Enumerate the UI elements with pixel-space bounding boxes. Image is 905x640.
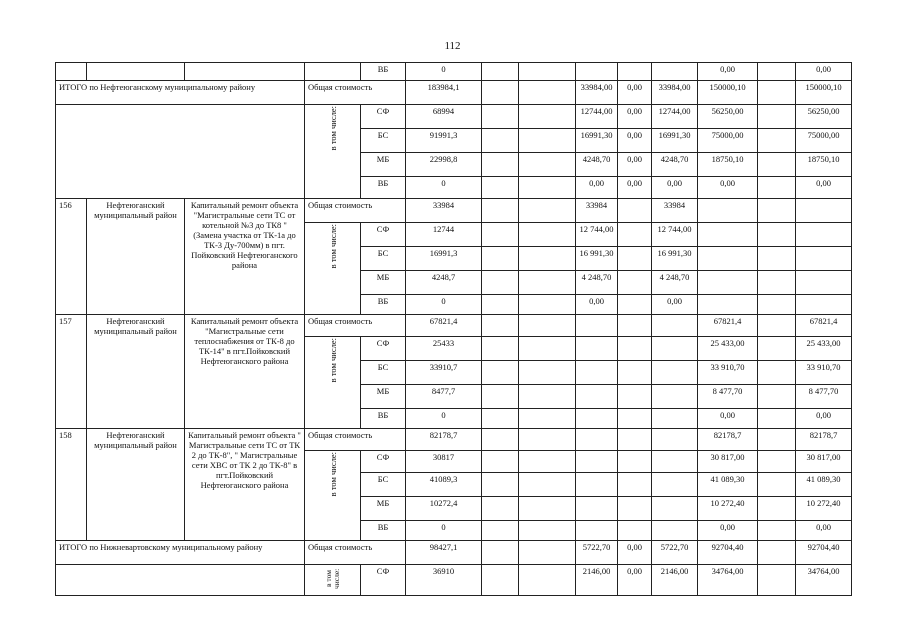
- table-row: ВБ 0 0,00 0,00: [56, 521, 852, 541]
- fund-label: ВБ: [361, 63, 406, 81]
- municipality-cell: Нефтеюганский муниципальный район: [87, 429, 185, 541]
- table-row: МБ 8477,7 8 477,70 8 477,70: [56, 385, 852, 409]
- subtotal-label: ИТОГО по Нефтеюганскому муниципальному району: [56, 81, 305, 105]
- table-row: МБ 10272,4 10 272,40 10 272,40: [56, 497, 852, 521]
- table-row: МБ 22998,8 4248,70 0,00 4248,70 18750,10 18750,10: [56, 153, 852, 177]
- page-number: 112: [444, 40, 461, 52]
- table-row: в том числе: СФ 25433 25 433,00 25 433,00: [56, 337, 852, 361]
- row-number: 158: [56, 429, 87, 541]
- table-row: 158 Нефтеюганский муниципальный район Капитальный ремонт объекта " Магистральные сети ТС от ТК 2 до ТК-8", " Магистральные сети ХВС от ТК 2 до ТК-8" в пгт.Пойковский Нефтеюганского района Общая стоимость 82178,7 82178,7 82178,7: [56, 429, 852, 451]
- table-row: ИТОГО по Нефтеюганскому муниципальному району Общая стоимость 183984,1 33984,00 0,00 33984,00 150000,10 150000,10: [56, 81, 852, 105]
- object-description: Капитальный ремонт объекта " Магистральные сети ТС от ТК 2 до ТК-8", " Магистральные сети ХВС от ТК 2 до ТК-8" в пгт.Пойковский Нефтеюганского района: [185, 429, 305, 541]
- budget-table: [55, 62, 852, 596]
- table-row: ИТОГО по Нижневартовскому муниципальному району Общая стоимость 98427,1 5722,70 0,00 5722,70 92704,40 92704,40: [56, 541, 852, 565]
- municipality-cell: Нефтеюганский муниципальный район: [87, 199, 185, 315]
- table-row: в том числе: СФ 30817 30 817,00 30 817,00: [56, 451, 852, 473]
- table-row: ВБ 0 0,00 0,00: [56, 63, 852, 81]
- row-number: 156: [56, 199, 87, 315]
- table-row: БС 16991,3 16 991,30 16 991,30: [56, 247, 852, 271]
- object-description: Капитальный ремонт объекта "Магистральные сети ТС от котельной №3 до ТК8 " (Замена участка от ТК-1а до ТК-3 Ду-700мм) в пгт. Пойковский Нефтеюганского района: [185, 199, 305, 315]
- municipality-cell: Нефтеюганский муниципальный район: [87, 315, 185, 429]
- row-number: 157: [56, 315, 87, 429]
- table-row: в том числе: СФ 12744 12 744,00 12 744,00: [56, 223, 852, 247]
- table-row: ВБ 0 0,00 0,00: [56, 295, 852, 315]
- table-row: БС 41089,3 41 089,30 41 089,30: [56, 473, 852, 497]
- table-row: ВБ 0 0,00 0,00 0,00 0,00 0,00: [56, 177, 852, 199]
- table-row: в том числе: СФ 68994 12744,00 0,00 12744,00 56250,00 56250,00: [56, 105, 852, 129]
- table-row: в том числе: СФ 36910 2146,00 0,00 2146,00 34764,00 34764,00: [56, 565, 852, 596]
- table-row: 157 Нефтеюганский муниципальный район Капитальный ремонт объекта "Магистральные сети теплоснабжения от ТК-8 до ТК-14" в пгт.Пойковский Нефтеюганского района Общая стоимость 67821,4 67821,4 67821,4: [56, 315, 852, 337]
- table-row: БС 91991,3 16991,30 0,00 16991,30 75000,00 75000,00: [56, 129, 852, 153]
- subtotal-label: ИТОГО по Нижневартовскому муниципальному району: [56, 541, 305, 565]
- object-description: Капитальный ремонт объекта "Магистральные сети теплоснабжения от ТК-8 до ТК-14" в пгт.Пойковский Нефтеюганского района: [185, 315, 305, 429]
- table-row: ВБ 0 0,00 0,00: [56, 409, 852, 429]
- table-row: БС 33910,7 33 910,70 33 910,70: [56, 361, 852, 385]
- table-row: 156 Нефтеюганский муниципальный район Капитальный ремонт объекта "Магистральные сети ТС от котельной №3 до ТК8 " (Замена участка от ТК-1а до ТК-3 Ду-700мм) в пгт. Пойковский Нефтеюганского района Общая стоимость 33984 33984 33984: [56, 199, 852, 223]
- table-row: МБ 4248,7 4 248,70 4 248,70: [56, 271, 852, 295]
